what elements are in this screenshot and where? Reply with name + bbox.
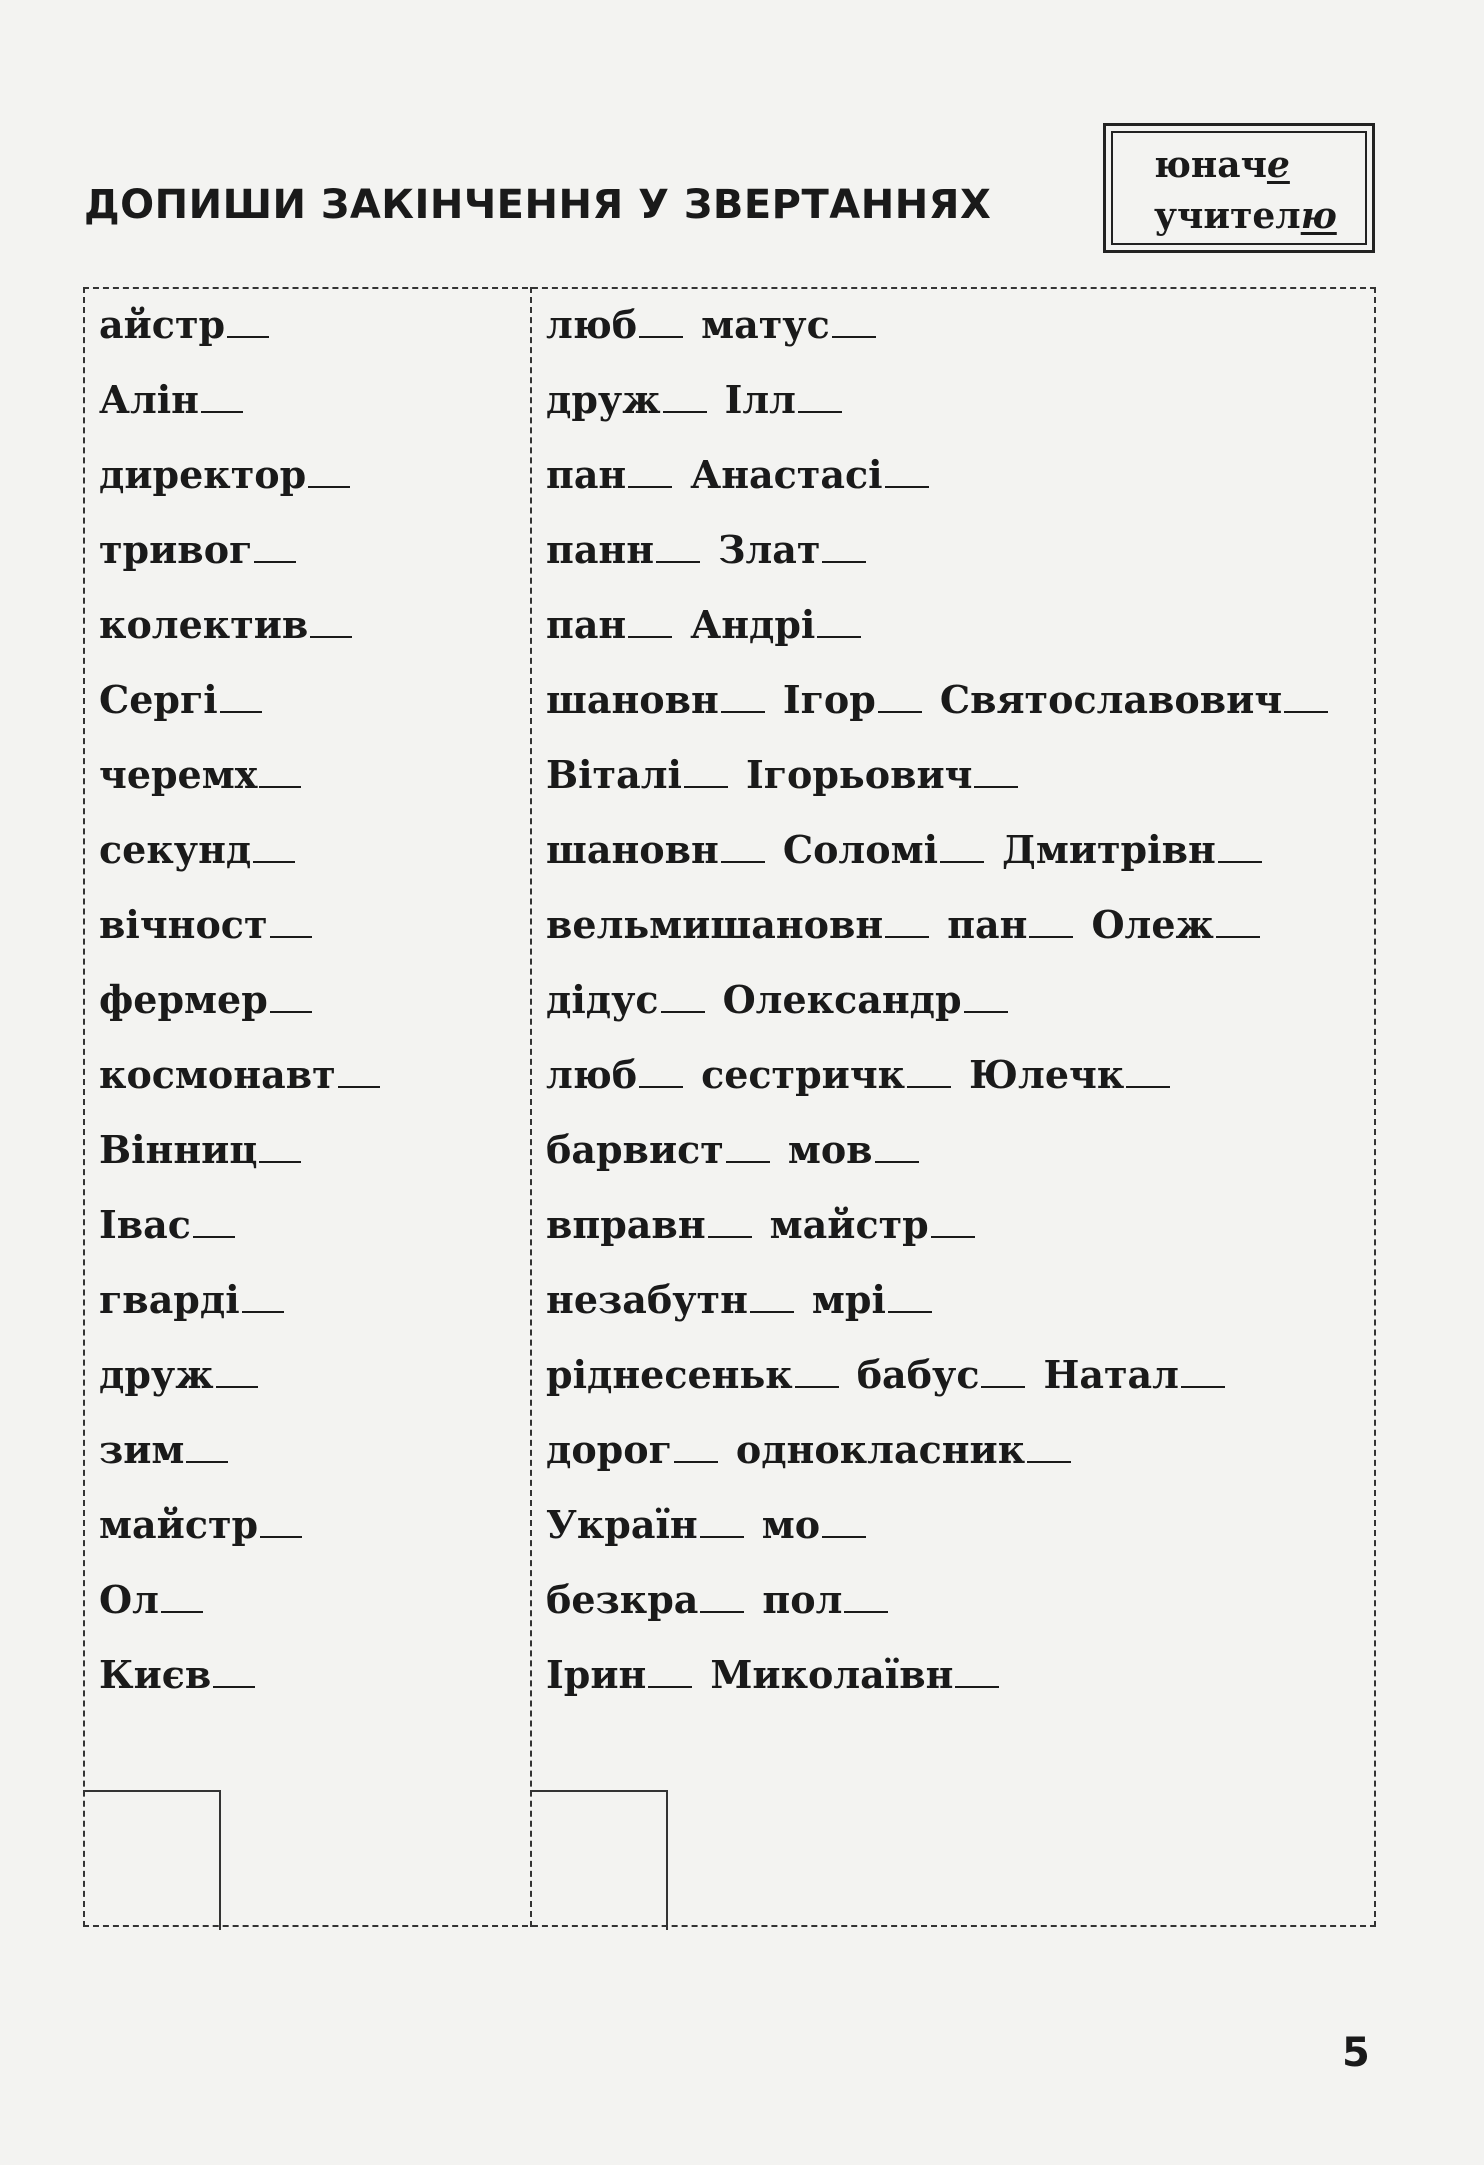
address-word <box>99 1277 284 1322</box>
address-word <box>783 677 922 722</box>
word-stem: гварді <box>99 1277 240 1322</box>
example-word-1 <box>1154 144 1290 186</box>
address-word <box>99 1127 301 1172</box>
word-stem: мрі <box>811 1277 886 1322</box>
address-word <box>99 302 269 347</box>
word-stem: Олександр <box>722 977 962 1022</box>
address-word <box>546 527 700 572</box>
address-word <box>546 602 672 647</box>
ending-blank-line[interactable] <box>260 1536 302 1538</box>
address-word <box>546 302 683 347</box>
ending-blank-line[interactable] <box>955 1686 999 1688</box>
ending-blank-line[interactable] <box>216 1386 258 1388</box>
ending-blank-line[interactable] <box>648 1686 692 1688</box>
ending-blank-line[interactable] <box>684 786 728 788</box>
word-stem: безкра <box>546 1577 699 1622</box>
word-stem: фермер <box>99 977 268 1022</box>
word-stem: люб <box>546 1052 638 1097</box>
address-word <box>99 1652 255 1697</box>
example-ending: е <box>1266 144 1290 186</box>
word-row <box>99 300 380 375</box>
word-stem: однокласник <box>735 1427 1026 1472</box>
ending-blank-line[interactable] <box>186 1461 228 1463</box>
word-row <box>99 375 380 450</box>
word-stem: майстр <box>769 1202 929 1247</box>
word-stem: Миколаївн <box>710 1652 954 1697</box>
word-row <box>546 600 1328 675</box>
ending-blank-line[interactable] <box>308 486 350 488</box>
word-row <box>99 1275 380 1350</box>
address-word <box>546 1427 718 1472</box>
ending-blank-line[interactable] <box>708 1236 752 1238</box>
ending-blank-line[interactable] <box>270 936 312 938</box>
ending-blank-line[interactable] <box>193 1236 235 1238</box>
address-word <box>99 677 262 722</box>
address-word <box>546 977 705 1022</box>
ending-blank-line[interactable] <box>885 936 929 938</box>
word-stem: друж <box>99 1352 214 1397</box>
address-word <box>1043 1352 1225 1397</box>
exercise-heading: ДОПИШИ ЗАКІНЧЕННЯ У ЗВЕРТАННЯХ <box>84 182 992 228</box>
word-row <box>546 1350 1328 1425</box>
ending-blank-line[interactable] <box>628 636 672 638</box>
ending-blank-line[interactable] <box>270 1011 312 1013</box>
word-stem: друж <box>546 377 661 422</box>
word-row <box>546 1425 1328 1500</box>
word-stem: мо <box>761 1502 821 1547</box>
word-row <box>99 1575 380 1650</box>
ending-blank-line[interactable] <box>242 1311 284 1313</box>
address-word <box>725 377 842 422</box>
ending-blank-line[interactable] <box>254 561 296 563</box>
address-word <box>99 827 295 872</box>
address-word <box>546 1352 839 1397</box>
word-stem: тривог <box>99 527 253 572</box>
ending-blank-line[interactable] <box>832 336 876 338</box>
word-stem: Святославович <box>939 677 1283 722</box>
address-word <box>546 1577 744 1622</box>
ending-blank-line[interactable] <box>663 411 707 413</box>
ending-blank-line[interactable] <box>822 561 866 563</box>
word-row <box>99 975 380 1050</box>
ending-blank-line[interactable] <box>661 1011 705 1013</box>
word-row <box>99 525 380 600</box>
ending-blank-line[interactable] <box>798 411 842 413</box>
address-word <box>546 1052 683 1097</box>
ending-blank-line[interactable] <box>1027 1461 1071 1463</box>
word-stem: Ілл <box>724 377 796 422</box>
word-stem: майстр <box>99 1502 259 1547</box>
word-row <box>99 750 380 825</box>
word-stem: Натал <box>1043 1352 1179 1397</box>
word-row <box>99 675 380 750</box>
word-stem: незабутн <box>546 1277 748 1322</box>
word-row <box>546 450 1328 525</box>
address-word <box>546 1127 770 1172</box>
ending-blank-line[interactable] <box>201 411 243 413</box>
ending-blank-line[interactable] <box>639 336 683 338</box>
word-stem: Андрі <box>690 602 816 647</box>
address-word <box>99 1502 302 1547</box>
ending-blank-line[interactable] <box>227 336 269 338</box>
address-word <box>762 1577 888 1622</box>
word-row <box>546 1275 1328 1350</box>
ending-blank-line[interactable] <box>885 486 929 488</box>
answer-corner-right <box>530 1790 668 1930</box>
address-word <box>99 452 350 497</box>
word-stem: директор <box>99 452 307 497</box>
address-word <box>736 1427 1071 1472</box>
ending-blank-line[interactable] <box>674 1461 718 1463</box>
page-number: 5 <box>1342 2030 1370 2076</box>
word-row <box>546 975 1328 1050</box>
address-word <box>546 1652 692 1697</box>
word-row <box>99 1125 380 1200</box>
word-row <box>546 1050 1328 1125</box>
address-word <box>770 1202 975 1247</box>
word-row <box>99 1350 380 1425</box>
word-stem: вправн <box>546 1202 706 1247</box>
address-word <box>762 1502 866 1547</box>
word-row <box>546 375 1328 450</box>
word-row <box>99 900 380 975</box>
word-row <box>546 1650 1328 1725</box>
word-stem: ріднесеньк <box>546 1352 793 1397</box>
word-stem: колектив <box>99 602 309 647</box>
address-word <box>546 902 929 947</box>
ending-blank-line[interactable] <box>817 636 861 638</box>
address-word <box>546 377 707 422</box>
ending-blank-line[interactable] <box>721 711 765 713</box>
address-word <box>701 302 876 347</box>
address-word <box>546 827 765 872</box>
ending-blank-line[interactable] <box>310 636 352 638</box>
address-word <box>812 1277 932 1322</box>
word-stem: Києв <box>99 1652 212 1697</box>
word-stem: Ігорьович <box>745 752 973 797</box>
example-box <box>1103 123 1375 253</box>
example-stem: юнач <box>1154 144 1267 186</box>
word-row <box>99 825 380 900</box>
word-stem: Ірин <box>546 1652 647 1697</box>
ending-blank-line[interactable] <box>700 1536 744 1538</box>
word-stem: Віталі <box>546 752 682 797</box>
word-row <box>99 1200 380 1275</box>
ending-blank-line[interactable] <box>1126 1086 1170 1088</box>
ending-blank-line[interactable] <box>875 1161 919 1163</box>
word-stem: сестричк <box>701 1052 906 1097</box>
word-stem: пан <box>546 602 627 647</box>
word-row <box>99 1050 380 1125</box>
address-word <box>857 1352 1026 1397</box>
word-stem: секунд <box>99 827 252 872</box>
word-stem: панн <box>546 527 655 572</box>
ending-blank-line[interactable] <box>259 1161 301 1163</box>
word-row <box>99 1425 380 1500</box>
word-stem: пан <box>546 452 627 497</box>
right-word-column <box>546 300 1328 1725</box>
ending-blank-line[interactable] <box>974 786 1018 788</box>
word-stem: шановн <box>546 827 719 872</box>
ending-blank-line[interactable] <box>161 1611 203 1613</box>
address-word <box>783 827 984 872</box>
ending-blank-line[interactable] <box>259 786 301 788</box>
address-word <box>746 752 1019 797</box>
ending-blank-line[interactable] <box>1029 936 1073 938</box>
word-row <box>546 1125 1328 1200</box>
address-word <box>99 977 312 1022</box>
address-word <box>969 1052 1170 1097</box>
word-row <box>546 675 1328 750</box>
address-word <box>99 527 296 572</box>
address-word <box>723 977 1008 1022</box>
address-word <box>546 1277 794 1322</box>
word-stem: космонавт <box>99 1052 336 1097</box>
word-row <box>546 1200 1328 1275</box>
word-stem: мов <box>787 1127 873 1172</box>
address-word <box>99 902 312 947</box>
address-word <box>690 452 928 497</box>
address-word <box>701 1052 951 1097</box>
address-word <box>99 752 301 797</box>
address-word <box>690 602 861 647</box>
ending-blank-line[interactable] <box>888 1311 932 1313</box>
ending-blank-line[interactable] <box>795 1386 839 1388</box>
word-stem: Юлечк <box>969 1052 1125 1097</box>
address-word <box>99 1352 258 1397</box>
word-stem: матус <box>701 302 830 347</box>
word-stem: Соломі <box>782 827 939 872</box>
word-stem: Ігор <box>782 677 876 722</box>
address-word <box>99 377 243 422</box>
address-word <box>99 1202 235 1247</box>
address-word <box>1002 827 1262 872</box>
word-stem: пол <box>762 1577 843 1622</box>
ending-blank-line[interactable] <box>726 1161 770 1163</box>
address-word <box>99 1052 380 1097</box>
word-stem: люб <box>546 302 638 347</box>
word-stem: бабус <box>856 1352 980 1397</box>
word-row <box>546 1575 1328 1650</box>
word-stem: зим <box>99 1427 185 1472</box>
word-stem: Злат <box>718 527 821 572</box>
ending-blank-line[interactable] <box>1181 1386 1225 1388</box>
word-stem: айстр <box>99 302 226 347</box>
word-stem: Олеж <box>1091 902 1214 947</box>
address-word <box>546 452 672 497</box>
ending-blank-line[interactable] <box>700 1611 744 1613</box>
address-word <box>947 902 1073 947</box>
word-stem: барвист <box>546 1127 724 1172</box>
word-stem: вічност <box>99 902 268 947</box>
word-row <box>546 300 1328 375</box>
ending-blank-line[interactable] <box>1216 936 1260 938</box>
word-row <box>546 525 1328 600</box>
ending-blank-line[interactable] <box>750 1311 794 1313</box>
address-word <box>99 1427 228 1472</box>
address-word <box>788 1127 919 1172</box>
word-row <box>546 825 1328 900</box>
ending-blank-line[interactable] <box>656 561 700 563</box>
ending-blank-line[interactable] <box>1218 861 1262 863</box>
left-word-column <box>99 300 380 1725</box>
answer-corner-left <box>83 1790 221 1930</box>
address-word <box>546 677 765 722</box>
word-row <box>546 900 1328 975</box>
ending-blank-line[interactable] <box>338 1086 380 1088</box>
address-word <box>99 602 352 647</box>
word-stem: Івас <box>99 1202 191 1247</box>
ending-blank-line[interactable] <box>628 486 672 488</box>
word-stem: Дмитрівн <box>1002 827 1216 872</box>
address-word <box>940 677 1328 722</box>
word-row <box>99 1500 380 1575</box>
word-stem: шановн <box>546 677 719 722</box>
word-stem: дорог <box>546 1427 672 1472</box>
word-stem: Сергі <box>99 677 218 722</box>
word-row <box>546 1500 1328 1575</box>
address-word <box>99 1577 203 1622</box>
ending-blank-line[interactable] <box>907 1086 951 1088</box>
word-stem: черемх <box>99 752 258 797</box>
word-stem: Ол <box>99 1577 159 1622</box>
word-stem: Вінниц <box>99 1127 258 1172</box>
word-stem: пан <box>947 902 1028 947</box>
ending-blank-line[interactable] <box>964 1011 1008 1013</box>
ending-blank-line[interactable] <box>721 861 765 863</box>
address-word <box>546 1202 752 1247</box>
address-word <box>546 752 728 797</box>
ending-blank-line[interactable] <box>213 1686 255 1688</box>
ending-blank-line[interactable] <box>931 1236 975 1238</box>
ending-blank-line[interactable] <box>639 1086 683 1088</box>
ending-blank-line[interactable] <box>981 1386 1025 1388</box>
ending-blank-line[interactable] <box>844 1611 888 1613</box>
address-word <box>546 1502 744 1547</box>
ending-blank-line[interactable] <box>1284 711 1328 713</box>
ending-blank-line[interactable] <box>878 711 922 713</box>
ending-blank-line[interactable] <box>940 861 984 863</box>
word-row <box>99 600 380 675</box>
ending-blank-line[interactable] <box>220 711 262 713</box>
example-ending: ю <box>1300 195 1337 237</box>
word-stem: Україн <box>546 1502 698 1547</box>
word-stem: дідус <box>546 977 659 1022</box>
word-row <box>546 750 1328 825</box>
address-word <box>718 527 866 572</box>
word-row <box>99 1650 380 1725</box>
example-word-2 <box>1154 195 1337 237</box>
word-row <box>99 450 380 525</box>
ending-blank-line[interactable] <box>253 861 295 863</box>
column-divider <box>530 287 532 1927</box>
example-stem: учител <box>1154 195 1301 237</box>
address-word <box>1091 902 1259 947</box>
word-stem: Анастасі <box>690 452 883 497</box>
word-stem: Алін <box>99 377 199 422</box>
ending-blank-line[interactable] <box>822 1536 866 1538</box>
address-word <box>710 1652 999 1697</box>
word-stem: вельмишановн <box>546 902 884 947</box>
